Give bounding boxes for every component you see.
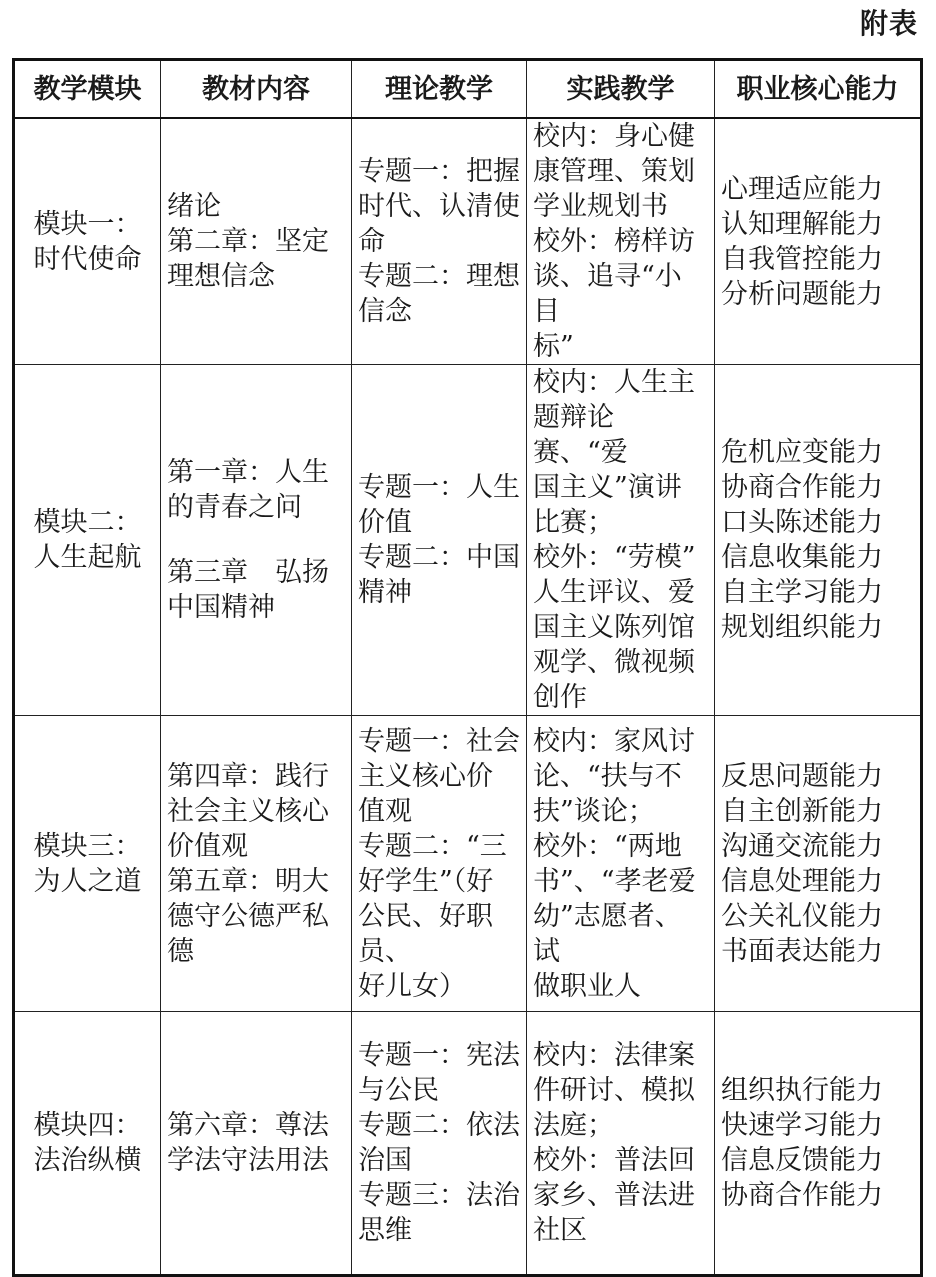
theory-line: 专题二：依法 — [358, 1110, 520, 1141]
theory-cell — [352, 1012, 527, 1276]
module-line: 人生起航 — [33, 542, 142, 573]
ability-line: 规划组织能力 — [721, 612, 883, 643]
practice-line: 学业规划书 — [533, 191, 668, 222]
module-line: 法治纵横 — [33, 1145, 142, 1176]
table-row — [14, 118, 922, 365]
theory-cell — [352, 118, 527, 365]
ability-line: 自主学习能力 — [721, 577, 883, 608]
ability-line: 反思问题能力 — [721, 760, 883, 792]
module-table — [12, 58, 923, 1277]
practice-line: 扶”谈论； — [533, 795, 655, 827]
abilities-cell — [715, 118, 922, 365]
practice-line: 法庭； — [533, 1110, 614, 1141]
practice-line: 国主义”演讲 — [533, 472, 682, 503]
theory-line: 专题二：中国 — [358, 542, 520, 573]
theory-line: 思维 — [358, 1215, 412, 1246]
theory-line: 时代、认清使 — [358, 191, 520, 222]
theory-line: 专题一：人生 — [358, 472, 520, 503]
theory-cell — [352, 365, 527, 716]
abilities-cell — [715, 365, 922, 716]
table-row — [14, 1012, 922, 1276]
practice-cell — [527, 716, 715, 1012]
header-practice: 实践教学 — [527, 60, 715, 119]
module-cell — [14, 716, 161, 1012]
header-row — [14, 60, 922, 119]
practice-cell — [527, 1012, 715, 1276]
practice-line: 谈、追寻“小目 — [533, 261, 682, 327]
module-line: 时代使命 — [33, 243, 142, 275]
theory-line: 专题三：法治 — [358, 1180, 520, 1211]
ability-line: 口头陈述能力 — [721, 507, 883, 538]
textbook-line: 中国精神 — [167, 592, 275, 623]
theory-line: 专题二：理想 — [358, 261, 520, 292]
practice-line: 社区 — [533, 1215, 587, 1246]
ability-line: 信息处理能力 — [721, 865, 883, 897]
ability-line: 心理适应能力 — [721, 173, 883, 205]
practice-line: 校外：榜样访 — [533, 226, 695, 257]
practice-line: 康管理、策划 — [533, 156, 695, 187]
practice-line: 比赛； — [533, 507, 614, 538]
practice-line: 家乡、普法进 — [533, 1180, 695, 1211]
theory-line: 专题二：“三 — [358, 830, 507, 862]
module-line: 模块三： — [33, 830, 142, 862]
textbook-line: 理想信念 — [167, 261, 275, 292]
textbook-line: 学法守法用法 — [167, 1145, 329, 1176]
practice-line: 校内：身心健 — [533, 121, 695, 152]
practice-line: 人生评议、爱 — [533, 577, 695, 608]
module-line: 模块二： — [33, 507, 142, 538]
ability-line: 信息收集能力 — [721, 542, 883, 573]
practice-line: 论、“扶与不 — [533, 760, 682, 792]
module-line: 为人之道 — [33, 865, 142, 897]
abilities-cell — [715, 1012, 922, 1276]
textbook-line: 第六章：尊法 — [167, 1110, 329, 1141]
theory-line: 专题一：社会 — [358, 725, 520, 757]
ability-line: 信息反馈能力 — [721, 1145, 883, 1176]
textbook-line: 德 — [167, 935, 194, 967]
theory-line: 专题一：宪法 — [358, 1040, 520, 1071]
table-row — [14, 365, 922, 716]
textbook-cell — [161, 1012, 352, 1276]
theory-cell — [352, 716, 527, 1012]
textbook-line: 绪论 — [167, 191, 221, 222]
textbook-cell — [161, 716, 352, 1012]
practice-line: 校内：法律案 — [533, 1040, 695, 1071]
header-module: 教学模块 — [14, 60, 161, 119]
ability-line: 组织执行能力 — [721, 1075, 883, 1106]
textbook-line: 第三章 弘扬 — [167, 557, 329, 588]
abilities-cell — [715, 716, 922, 1012]
theory-line: 好儿女） — [358, 970, 466, 1002]
ability-line: 认知理解能力 — [721, 208, 883, 240]
practice-line: 校外：“两地 — [533, 830, 682, 862]
textbook-cell — [161, 118, 352, 365]
textbook-spacer — [167, 525, 345, 555]
practice-line: 幼”志愿者、试 — [533, 900, 682, 967]
header-textbook: 教材内容 — [161, 60, 352, 119]
ability-line: 沟通交流能力 — [721, 830, 883, 862]
textbook-line: 德守公德严私 — [167, 900, 329, 932]
textbook-cell — [161, 365, 352, 716]
module-cell — [14, 118, 161, 365]
table-caption: 附表 — [859, 7, 918, 40]
textbook-line: 第五章：明大 — [167, 865, 329, 897]
ability-line: 分析问题能力 — [721, 278, 883, 310]
ability-line: 危机应变能力 — [721, 437, 883, 468]
theory-line: 好学生”（好 — [358, 865, 494, 897]
practice-line: 件研讨、模拟 — [533, 1075, 695, 1106]
practice-line: 书”、“孝老爱 — [533, 865, 696, 897]
practice-line: 标” — [533, 331, 574, 362]
theory-line: 值观 — [358, 795, 412, 827]
practice-cell — [527, 118, 715, 365]
ability-line: 公关礼仪能力 — [721, 900, 883, 932]
practice-line: 观学、微视频 — [533, 647, 695, 678]
ability-line: 自我管控能力 — [721, 243, 883, 275]
textbook-line: 第二章：坚定 — [167, 226, 329, 257]
textbook-line: 第一章：人生 — [167, 457, 329, 488]
textbook-line: 价值观 — [167, 830, 248, 862]
practice-line: 做职业人 — [533, 970, 641, 1002]
practice-line: 国主义陈列馆 — [533, 612, 695, 643]
textbook-line: 第四章：践行 — [167, 760, 329, 792]
practice-line: 校外：“劳模” — [533, 542, 696, 573]
ability-line: 自主创新能力 — [721, 795, 883, 827]
theory-line: 治国 — [358, 1145, 412, 1176]
theory-line: 精神 — [358, 577, 412, 608]
theory-line: 公民、好职员、 — [358, 900, 493, 967]
textbook-line: 社会主义核心 — [167, 795, 329, 827]
module-line: 模块一： — [33, 208, 142, 240]
practice-cell — [527, 365, 715, 716]
practice-line: 题辩论赛、“爱 — [533, 402, 628, 468]
textbook-line: 的青春之问 — [167, 492, 302, 523]
table-row — [14, 716, 922, 1012]
theory-line: 信念 — [358, 296, 412, 327]
practice-line: 校内：人生主 — [533, 367, 695, 398]
theory-line: 命 — [358, 226, 385, 257]
module-cell — [14, 1012, 161, 1276]
module-cell — [14, 365, 161, 716]
header-abilities: 职业核心能力 — [715, 60, 922, 119]
ability-line: 快速学习能力 — [721, 1110, 883, 1141]
ability-line: 书面表达能力 — [721, 935, 883, 967]
theory-line: 价值 — [358, 507, 412, 538]
practice-line: 创作 — [533, 682, 587, 713]
ability-line: 协商合作能力 — [721, 472, 883, 503]
theory-line: 与公民 — [358, 1075, 439, 1106]
practice-line: 校内：家风讨 — [533, 725, 695, 757]
ability-line: 协商合作能力 — [721, 1180, 883, 1211]
module-line: 模块四： — [33, 1110, 142, 1141]
practice-line: 校外：普法回 — [533, 1145, 695, 1176]
theory-line: 专题一：把握 — [358, 156, 520, 187]
header-theory: 理论教学 — [352, 60, 527, 119]
theory-line: 主义核心价 — [358, 760, 493, 792]
